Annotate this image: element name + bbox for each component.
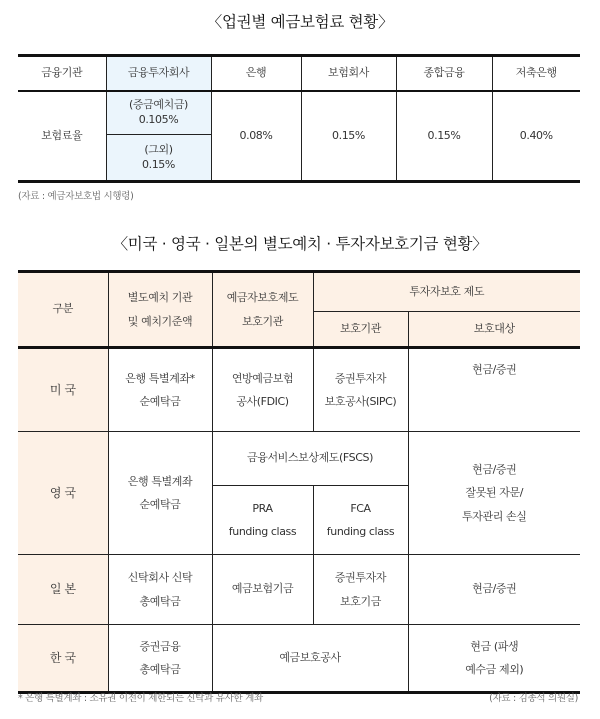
cell-text: 보호기금 <box>340 594 381 608</box>
rate-cell-merchant: 0.15% <box>396 91 492 182</box>
cell-text: 예수금 제외) <box>465 663 524 676</box>
investor-org-cell <box>313 348 408 432</box>
cell-text: 은행 특별계좌 <box>127 474 193 488</box>
cell-text: 현금 (파생 <box>470 639 519 653</box>
cell-text: 공사(FDIC) <box>236 395 289 408</box>
sub-value: 0.15% <box>142 157 175 171</box>
country-cell: 미 국 <box>18 348 108 432</box>
table-row <box>18 91 580 135</box>
cell-text: 증권투자자 <box>334 371 387 385</box>
investor-protection-table <box>18 270 580 694</box>
sub-label: (그외) <box>144 142 173 156</box>
row-label: 보험료율 <box>18 91 106 182</box>
header-cell: 은행 <box>211 56 301 92</box>
table1-title: 〈업권별 예금보험료 현황〉 <box>206 13 394 31</box>
cell-text: funding class <box>326 525 395 538</box>
fscs-cell: 금융서비스보상제도(FSCS) <box>212 432 408 486</box>
header-cell: 저축은행 <box>492 56 580 92</box>
country-cell: 일 본 <box>18 555 108 625</box>
cell-text: 총예탁금 <box>139 594 181 608</box>
table-row-uk <box>18 432 580 486</box>
cell-text: 은행 특별계좌* <box>125 371 195 385</box>
target-cell: 현금/증권 <box>408 348 580 432</box>
depositor-org-cell <box>212 348 313 432</box>
header-text: 보호기관 <box>242 314 283 328</box>
header-cell: 금융기관 <box>18 56 106 92</box>
deposit-cell <box>108 555 212 625</box>
rate-cell-bank: 0.08% <box>211 91 301 182</box>
deposit-cell <box>108 432 212 555</box>
header-depositor-protection <box>212 272 313 348</box>
table-header-row <box>18 56 580 92</box>
table-row-us <box>18 348 580 432</box>
cell-text: FCA <box>350 501 371 515</box>
header-cell-securities: 금융투자회사 <box>106 56 211 92</box>
target-cell <box>408 432 580 555</box>
pra-cell <box>212 486 313 555</box>
cell-text: PRA <box>252 501 273 515</box>
insurance-rate-table <box>18 54 580 183</box>
header-protection-org: 보호기관 <box>313 312 408 348</box>
cell-text: 연방예금보험 <box>231 371 294 385</box>
deposit-cell <box>108 625 212 693</box>
depositor-org-cell: 예금보험기금 <box>212 555 313 625</box>
country-cell: 한 국 <box>18 625 108 693</box>
rate-cell-savings: 0.40% <box>492 91 580 182</box>
cell-text: 증권투자자 <box>334 571 387 585</box>
table-row-jp <box>18 555 580 625</box>
table2-title: 〈미국 · 영국 · 일본의 별도예치 · 투자자보호기금 현황〉 <box>112 235 488 253</box>
cell-text: 현금/증권 <box>472 463 517 477</box>
deposit-cell <box>108 348 212 432</box>
header-protection-target: 보호대상 <box>408 312 580 348</box>
cell-text: 신탁회사 신탁 <box>127 571 193 585</box>
cell-text: 순예탁금 <box>139 498 181 511</box>
cell-text: 잘못된 자문/ <box>465 486 524 500</box>
header-separate-deposit <box>108 272 212 348</box>
fca-cell <box>313 486 408 555</box>
cell-text: 총예탁금 <box>139 663 181 676</box>
header-text: 및 예치기준액 <box>127 314 193 328</box>
securities-deposit-rate <box>106 91 211 135</box>
header-cell: 종합금융 <box>396 56 492 92</box>
depositor-org-cell: 예금보호공사 <box>212 625 408 693</box>
securities-other-rate <box>106 135 211 182</box>
investor-org-cell <box>313 555 408 625</box>
sub-value: 0.105% <box>138 113 179 126</box>
cell-text: 순예탁금 <box>139 395 181 408</box>
footnote: * 은행 특별계좌 : 소유권 이전이 제한되는 신탁과 유사한 계좌 <box>18 693 263 704</box>
header-investor-protection: 투자자보호 제도 <box>313 272 580 312</box>
cell-text: 보호공사(SIPC) <box>324 395 397 408</box>
cell-text: 투자관리 손실 <box>462 509 527 523</box>
sub-label: (증금예치금) <box>129 98 188 112</box>
header-text: 별도예치 기관 <box>127 291 193 305</box>
table1-source: (자료 : 예금자보호법 시행령) <box>18 191 134 202</box>
table2-source: (자료 : 김종석 의원실) <box>489 693 578 704</box>
header-text: 예금자보호제도 <box>226 291 299 305</box>
table-row-kr <box>18 625 580 693</box>
header-cell: 보험회사 <box>301 56 396 92</box>
header-category: 구분 <box>18 272 108 348</box>
country-cell: 영 국 <box>18 432 108 555</box>
table-header-row <box>18 272 580 312</box>
target-cell: 현금/증권 <box>408 555 580 625</box>
target-cell <box>408 625 580 693</box>
cell-text: funding class <box>228 525 297 538</box>
cell-text: 증권금융 <box>139 639 181 653</box>
rate-cell-insurance: 0.15% <box>301 91 396 182</box>
